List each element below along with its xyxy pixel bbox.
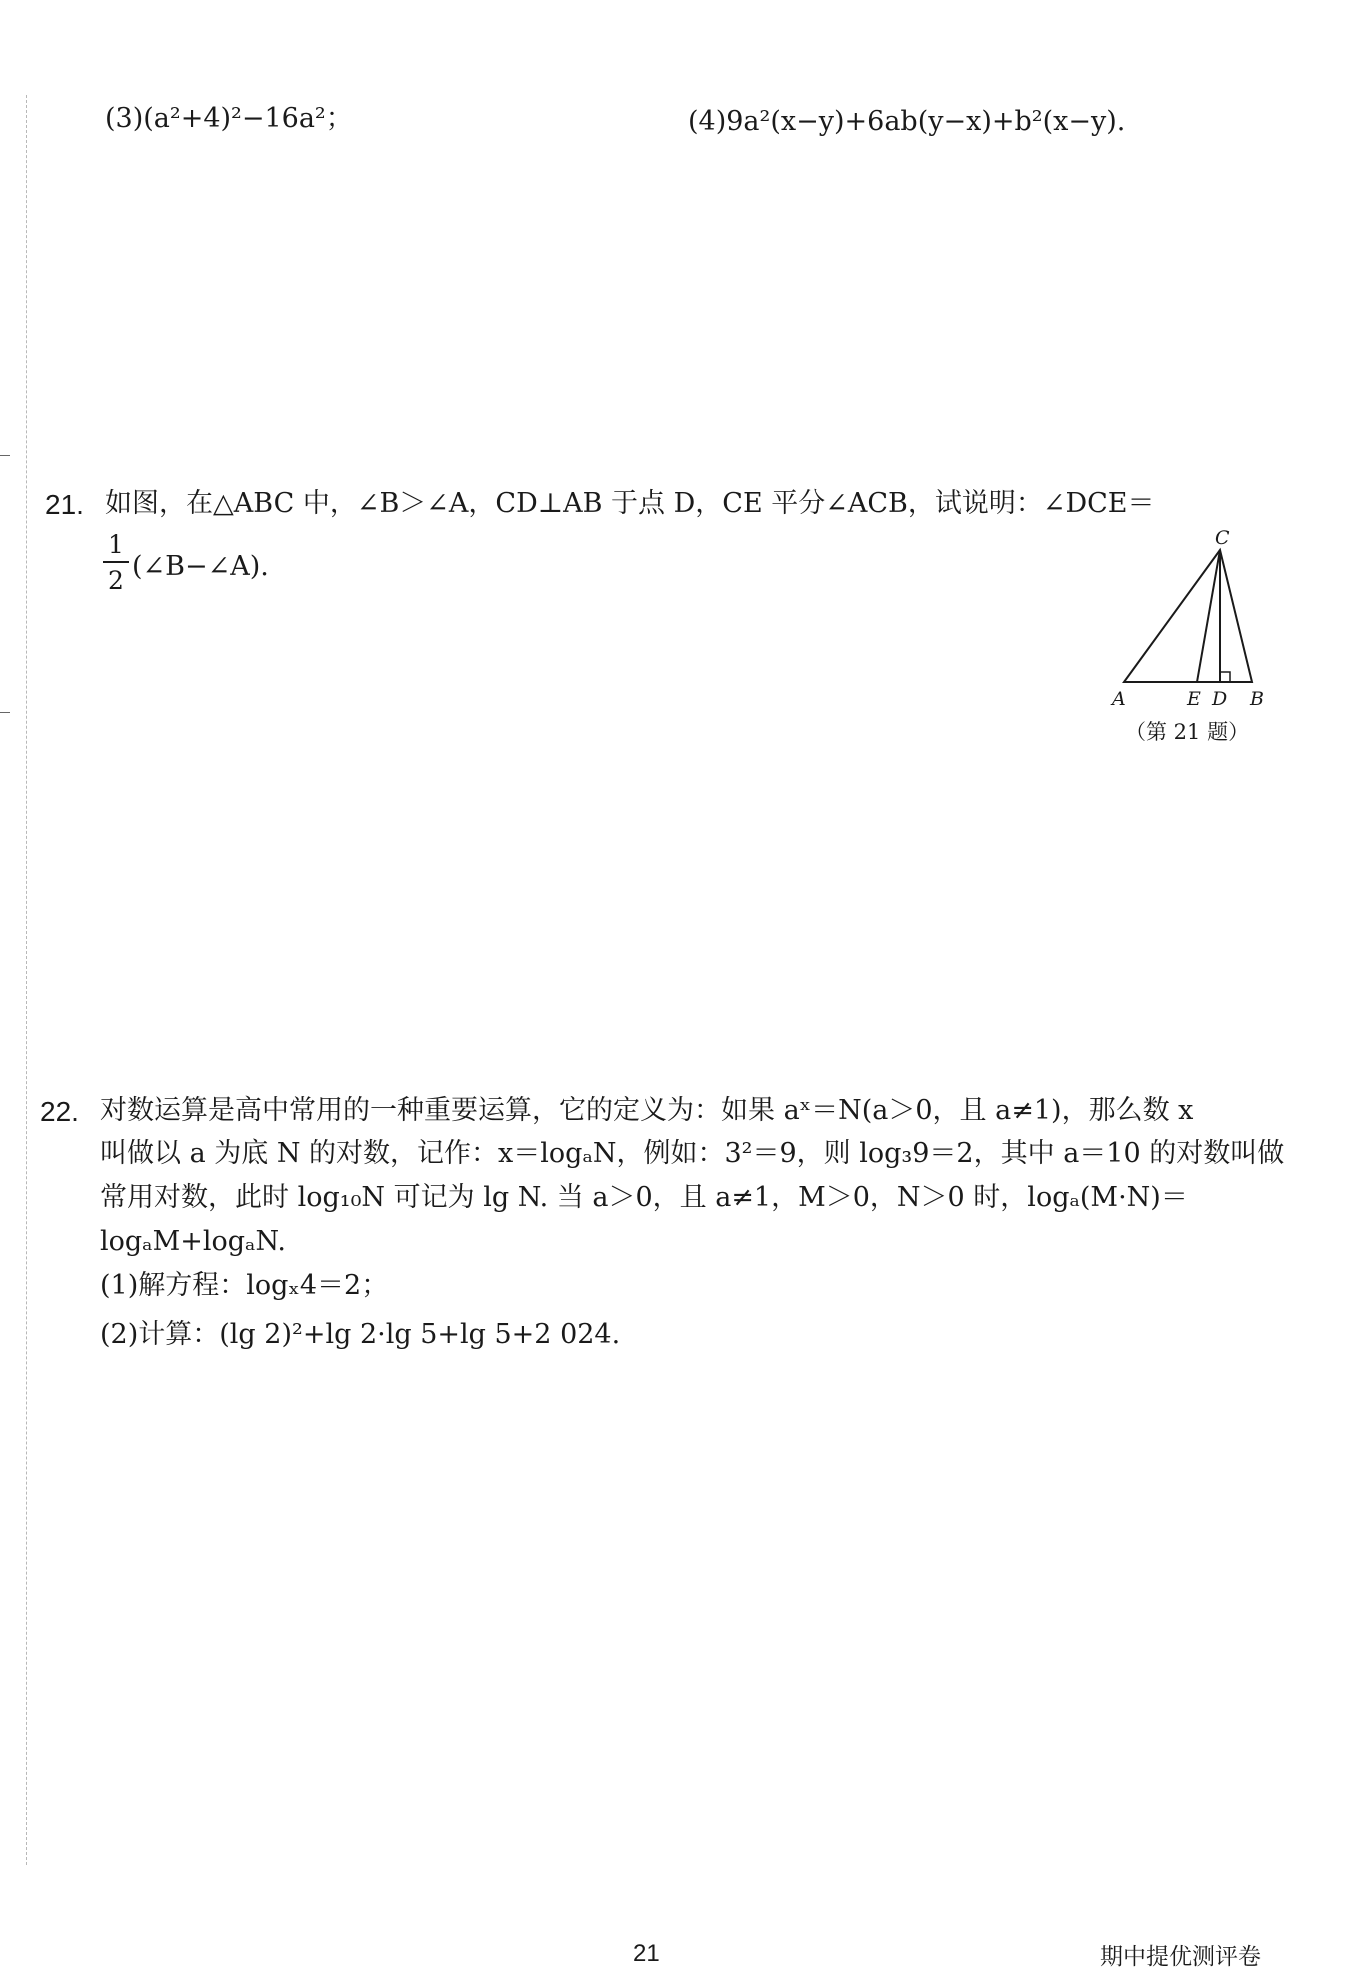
q21-number: 21. xyxy=(45,489,84,520)
point-label-e: E xyxy=(1187,688,1201,710)
q20-part-3: (3)(a²+4)²−16a²； xyxy=(105,103,353,134)
q21-fraction-bar xyxy=(103,561,129,563)
book-title: 期中提优测评卷 xyxy=(1100,1944,1261,1970)
vertex-label-a: A xyxy=(1112,688,1126,710)
q22-line-4: logₐM+logₐN. xyxy=(100,1226,286,1257)
q21-line-2: (∠B−∠A). xyxy=(132,551,269,582)
q21-fraction-denominator: 2 xyxy=(108,566,124,595)
q22-line-3: 常用对数，此时 log₁₀N 可记为 lg N. 当 a＞0，且 a≠1，M＞0，N＞0 时，logₐ(M·N)＝ xyxy=(100,1182,1188,1213)
page-number: 21 xyxy=(633,1940,660,1967)
q22-number: 22. xyxy=(40,1096,79,1127)
q21-fraction-numerator: 1 xyxy=(108,530,124,559)
vertex-label-c: C xyxy=(1215,527,1230,549)
point-label-d: D xyxy=(1212,688,1228,710)
q22-line-2: 叫做以 a 为底 N 的对数，记作：x＝logₐN，例如：3²＝9，则 log₃9＝2，其中 a＝10 的对数叫做 xyxy=(100,1138,1285,1169)
q21-line-1: 如图，在△ABC 中，∠B＞∠A，CD⊥AB 于点 D，CE 平分∠ACB，试说明：∠DCE＝ xyxy=(105,488,1155,519)
triangle-abc xyxy=(1124,550,1252,682)
q22-subquestion-1: (1)解方程：logₓ4＝2； xyxy=(100,1270,389,1301)
binding-fold-line xyxy=(26,95,27,1865)
q21-fraction xyxy=(103,532,129,593)
q22-line-1: 对数运算是高中常用的一种重要运算，它的定义为：如果 aˣ＝N(a＞0，且 a≠1)，那么数 x xyxy=(100,1095,1194,1126)
binding-margin-tick xyxy=(0,455,10,456)
q20-part-4: (4)9a²(x−y)+6ab(y−x)+b²(x−y). xyxy=(688,106,1126,137)
vertex-label-b: B xyxy=(1250,688,1264,710)
q22-subquestion-2: (2)计算：(lg 2)²+lg 2·lg 5+lg 5+2 024. xyxy=(100,1319,621,1350)
figure-caption: （第 21 题） xyxy=(1125,720,1250,744)
binding-margin-tick xyxy=(0,712,10,713)
segment-ce xyxy=(1197,550,1220,682)
triangle-abc-figure xyxy=(1100,520,1280,715)
right-angle-mark xyxy=(1220,672,1230,682)
